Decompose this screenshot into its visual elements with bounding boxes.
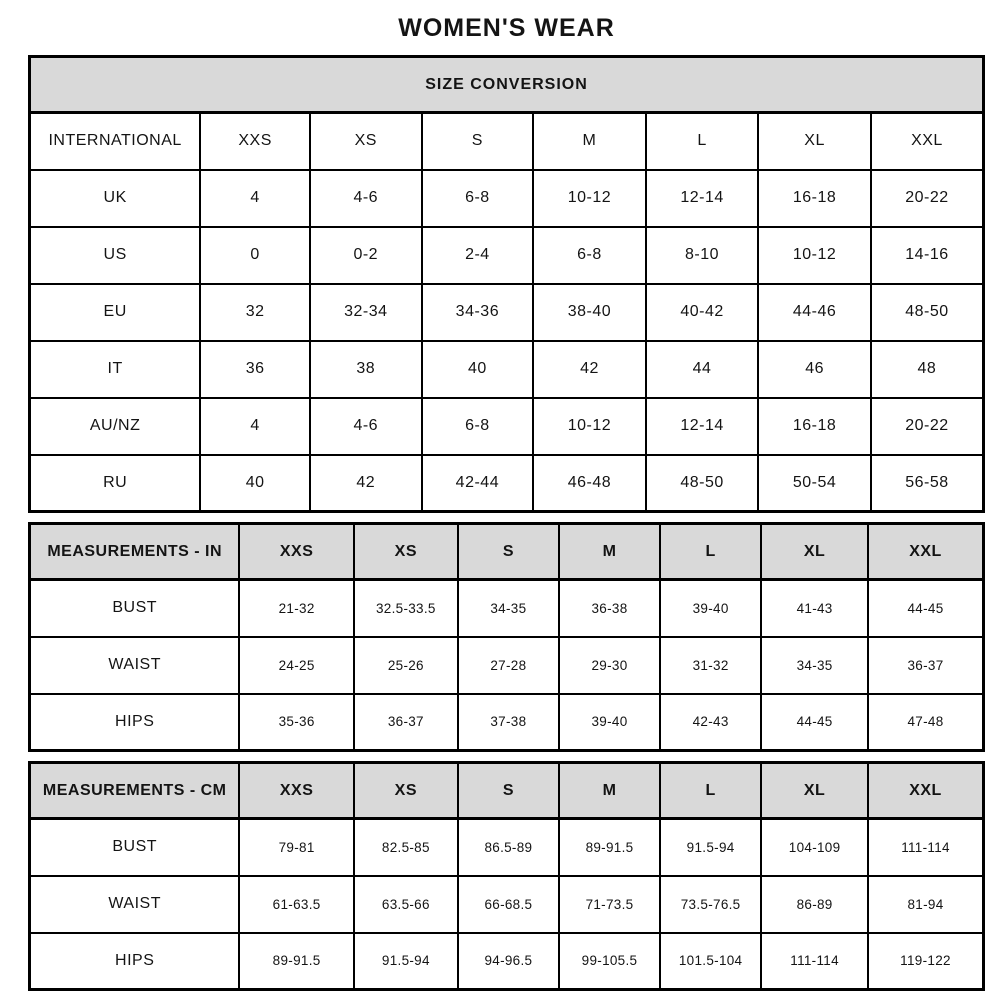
value-cell: 82.5-85 [354, 819, 458, 876]
value-cell: 25-26 [354, 637, 458, 694]
value-cell: 21-32 [239, 580, 353, 637]
value-cell: 99-105.5 [559, 933, 660, 990]
value-cell: 50-54 [758, 455, 871, 512]
size-conversion-row [30, 284, 984, 341]
size-col-header: XS [354, 524, 458, 580]
measurements-in-row [30, 580, 984, 637]
size-col-header: L [660, 763, 761, 819]
value-cell: 42-44 [422, 455, 534, 512]
value-cell: 6-8 [533, 227, 646, 284]
value-cell: 10-12 [758, 227, 871, 284]
row-label: HIPS [30, 933, 240, 990]
size-conversion-row [30, 170, 984, 227]
value-cell: 34-35 [458, 580, 559, 637]
size-conversion-header-row [30, 57, 984, 113]
value-cell: 42 [533, 341, 646, 398]
value-cell: 29-30 [559, 637, 660, 694]
value-cell: 4-6 [310, 170, 422, 227]
value-cell: 119-122 [868, 933, 983, 990]
value-cell: 37-38 [458, 694, 559, 751]
row-label: US [30, 227, 201, 284]
measurements-cm-header-row [30, 763, 984, 819]
value-cell: 14-16 [871, 227, 984, 284]
value-cell: 46-48 [533, 455, 646, 512]
value-cell: 36-37 [868, 637, 983, 694]
value-cell: 44-45 [868, 580, 983, 637]
size-conversion-row [30, 227, 984, 284]
value-cell: XS [310, 113, 422, 170]
size-col-header: XL [761, 763, 868, 819]
size-col-header: XXS [239, 524, 353, 580]
row-label: INTERNATIONAL [30, 113, 201, 170]
row-label: AU/NZ [30, 398, 201, 455]
size-col-header: S [458, 763, 559, 819]
value-cell: 35-36 [239, 694, 353, 751]
value-cell: 32 [200, 284, 310, 341]
value-cell: 39-40 [660, 580, 761, 637]
size-conversion-row [30, 113, 984, 170]
value-cell: 4-6 [310, 398, 422, 455]
size-col-header: XXL [868, 763, 983, 819]
value-cell: 27-28 [458, 637, 559, 694]
measurements-in-header-row [30, 524, 984, 580]
value-cell: 0-2 [310, 227, 422, 284]
size-col-header: XXL [868, 524, 983, 580]
value-cell: 34-36 [422, 284, 534, 341]
value-cell: M [533, 113, 646, 170]
size-col-header: M [559, 763, 660, 819]
size-col-header: XXS [239, 763, 353, 819]
value-cell: 48-50 [871, 284, 984, 341]
value-cell: XXS [200, 113, 310, 170]
value-cell: 91.5-94 [660, 819, 761, 876]
value-cell: 16-18 [758, 170, 871, 227]
value-cell: XL [758, 113, 871, 170]
value-cell: 12-14 [646, 170, 759, 227]
value-cell: 86-89 [761, 876, 868, 933]
row-label: IT [30, 341, 201, 398]
row-label: HIPS [30, 694, 240, 751]
value-cell: 89-91.5 [559, 819, 660, 876]
value-cell: 44 [646, 341, 759, 398]
size-conversion-row [30, 341, 984, 398]
measurements-cm-row [30, 819, 984, 876]
measurements-in-title: MEASUREMENTS - IN [30, 524, 240, 580]
value-cell: 36-38 [559, 580, 660, 637]
value-cell: 71-73.5 [559, 876, 660, 933]
value-cell: 39-40 [559, 694, 660, 751]
value-cell: 81-94 [868, 876, 983, 933]
value-cell: 44-45 [761, 694, 868, 751]
value-cell: 4 [200, 398, 310, 455]
value-cell: 6-8 [422, 170, 534, 227]
value-cell: 20-22 [871, 398, 984, 455]
row-label: BUST [30, 819, 240, 876]
measurements-cm-table [28, 761, 985, 991]
value-cell: S [422, 113, 534, 170]
value-cell: 63.5-66 [354, 876, 458, 933]
measurements-in-row [30, 637, 984, 694]
value-cell: 16-18 [758, 398, 871, 455]
value-cell: 36 [200, 341, 310, 398]
measurements-in-table [28, 522, 985, 752]
value-cell: 4 [200, 170, 310, 227]
measurements-cm-row [30, 933, 984, 990]
value-cell: 41-43 [761, 580, 868, 637]
value-cell: 44-46 [758, 284, 871, 341]
value-cell: 86.5-89 [458, 819, 559, 876]
row-label: WAIST [30, 876, 240, 933]
size-conversion-table [28, 55, 985, 513]
size-col-header: L [660, 524, 761, 580]
value-cell: 94-96.5 [458, 933, 559, 990]
value-cell: 0 [200, 227, 310, 284]
value-cell: 91.5-94 [354, 933, 458, 990]
value-cell: 46 [758, 341, 871, 398]
row-label: UK [30, 170, 201, 227]
value-cell: 38 [310, 341, 422, 398]
measurements-cm-title: MEASUREMENTS - CM [30, 763, 240, 819]
value-cell: 40 [422, 341, 534, 398]
size-conversion-row [30, 398, 984, 455]
value-cell: 32.5-33.5 [354, 580, 458, 637]
value-cell: 40-42 [646, 284, 759, 341]
value-cell: 111-114 [868, 819, 983, 876]
value-cell: 24-25 [239, 637, 353, 694]
value-cell: 66-68.5 [458, 876, 559, 933]
value-cell: 73.5-76.5 [660, 876, 761, 933]
measurements-cm-row [30, 876, 984, 933]
row-label: RU [30, 455, 201, 512]
value-cell: 42 [310, 455, 422, 512]
value-cell: 34-35 [761, 637, 868, 694]
value-cell: 101.5-104 [660, 933, 761, 990]
value-cell: 47-48 [868, 694, 983, 751]
size-conversion-title: SIZE CONVERSION [30, 57, 984, 113]
value-cell: 111-114 [761, 933, 868, 990]
row-label: EU [30, 284, 201, 341]
value-cell: 89-91.5 [239, 933, 353, 990]
value-cell: 42-43 [660, 694, 761, 751]
value-cell: 10-12 [533, 170, 646, 227]
value-cell: 32-34 [310, 284, 422, 341]
value-cell: 31-32 [660, 637, 761, 694]
value-cell: 10-12 [533, 398, 646, 455]
value-cell: 48 [871, 341, 984, 398]
measurements-in-row [30, 694, 984, 751]
size-col-header: XS [354, 763, 458, 819]
value-cell: 61-63.5 [239, 876, 353, 933]
size-col-header: M [559, 524, 660, 580]
value-cell: 38-40 [533, 284, 646, 341]
value-cell: 2-4 [422, 227, 534, 284]
value-cell: 48-50 [646, 455, 759, 512]
value-cell: 79-81 [239, 819, 353, 876]
page-title: WOMEN'S WEAR [398, 14, 615, 42]
value-cell: 36-37 [354, 694, 458, 751]
size-col-header: S [458, 524, 559, 580]
value-cell: 104-109 [761, 819, 868, 876]
value-cell: 40 [200, 455, 310, 512]
size-col-header: XL [761, 524, 868, 580]
value-cell: 12-14 [646, 398, 759, 455]
value-cell: 20-22 [871, 170, 984, 227]
row-label: BUST [30, 580, 240, 637]
size-conversion-row [30, 455, 984, 512]
value-cell: 6-8 [422, 398, 534, 455]
row-label: WAIST [30, 637, 240, 694]
value-cell: 56-58 [871, 455, 984, 512]
value-cell: L [646, 113, 759, 170]
value-cell: XXL [871, 113, 984, 170]
value-cell: 8-10 [646, 227, 759, 284]
